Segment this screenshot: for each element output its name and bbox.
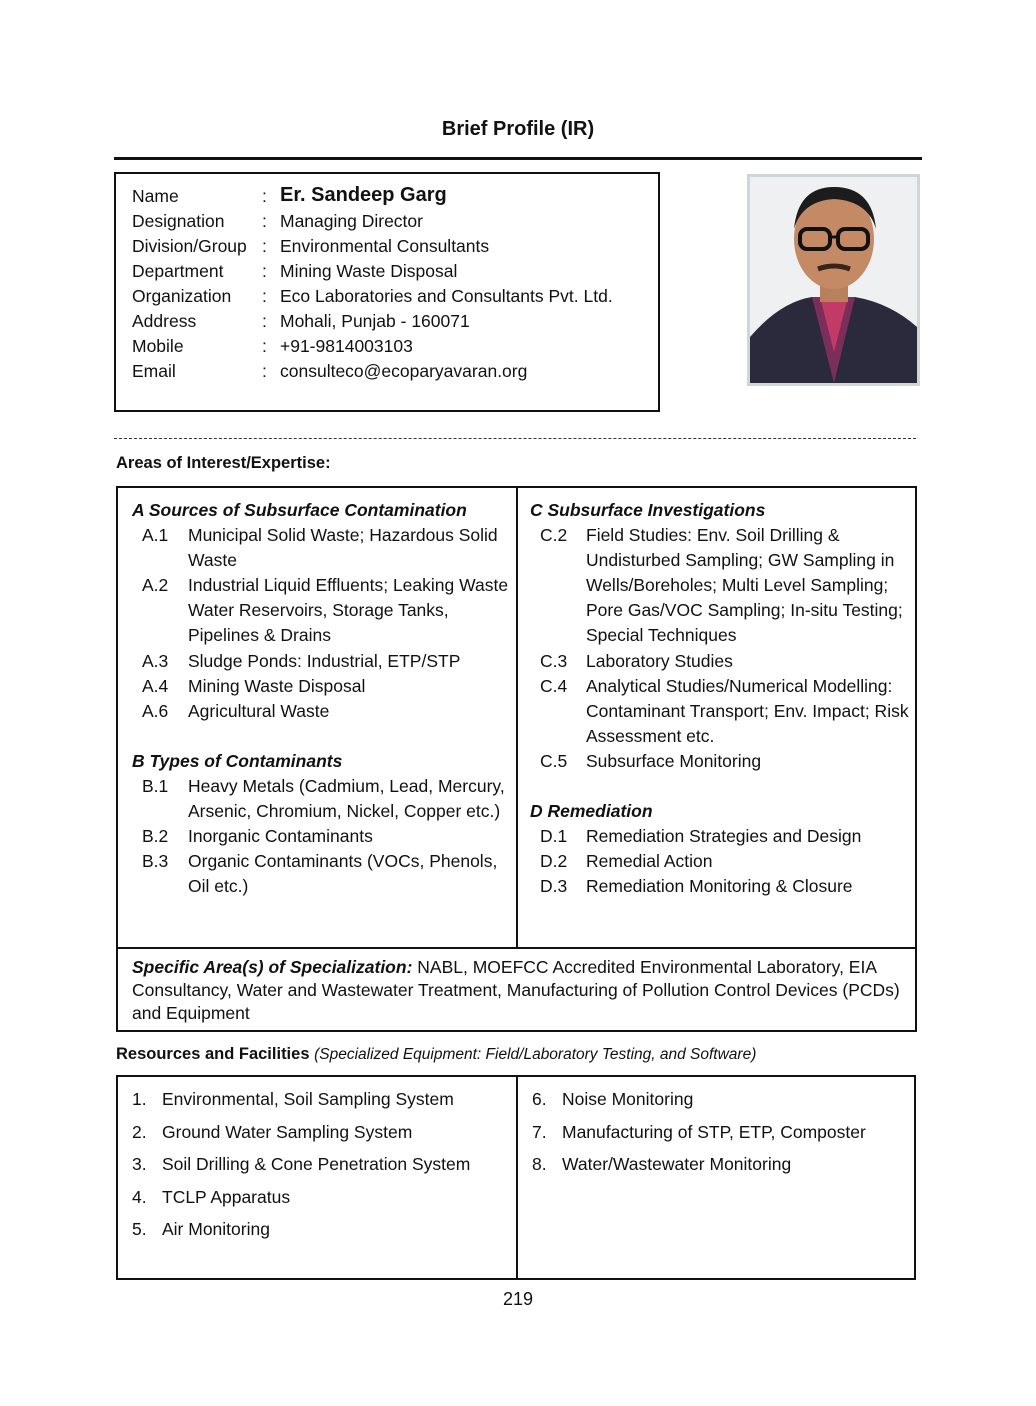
item-text: Municipal Solid Waste; Hazardous Solid Waste — [188, 525, 498, 571]
item-code: A.6 — [142, 700, 169, 721]
list-item — [142, 523, 512, 573]
specialization-label: Specific Area(s) of Specialization: — [132, 957, 413, 977]
item-number: 5. — [132, 1219, 147, 1240]
profile-value: Environmental Consultants — [280, 236, 490, 256]
item-text: Environmental, Soil Sampling System — [162, 1089, 454, 1109]
item-text: Mining Waste Disposal — [188, 675, 366, 696]
spacer — [530, 774, 910, 799]
item-text: Field Studies: Env. Soil Drilling & Undisturbed Sampling; GW Sampling in Wells/Boreholes; Multi Level Sampling; Pore Gas/VOC Sampling; In-situ Testing; Special Techniques — [586, 525, 903, 646]
item-number: 6. — [532, 1089, 547, 1109]
list-item — [540, 849, 910, 874]
profile-colon: : — [262, 186, 267, 206]
item-text: Air Monitoring — [162, 1219, 270, 1240]
column-divider — [516, 488, 518, 948]
dashed-separator — [114, 438, 916, 439]
item-number: 3. — [132, 1154, 147, 1175]
item-text: Sludge Ponds: Industrial, ETP/STP — [188, 650, 461, 671]
resources-subheading: (Specialized Equipment: Field/Laboratory Testing, and Software) — [314, 1046, 757, 1063]
profile-label: Designation — [132, 211, 225, 231]
profile-value: Mohali, Punjab - 160071 — [280, 311, 470, 331]
profile-label: Division/Group — [132, 236, 247, 256]
list-item — [132, 1089, 470, 1122]
list-item — [132, 1122, 470, 1155]
profile-label: Address — [132, 311, 197, 331]
list-item — [532, 1154, 866, 1187]
profile-colon: : — [262, 286, 267, 306]
profile-label: Email — [132, 361, 176, 381]
item-code: D.3 — [540, 876, 568, 897]
item-text: Remedial Action — [586, 851, 713, 872]
areas-table — [116, 486, 917, 1032]
profile-info-box — [114, 172, 660, 412]
item-number: 1. — [132, 1089, 147, 1109]
item-text: TCLP Apparatus — [162, 1186, 291, 1207]
item-text: Inorganic Contaminants — [188, 826, 373, 847]
specialization-text: NABL, MOEFCC Accredited Environmental Laboratory, EIA Consultancy, Water and Wastewater Treatment, Manufacturing of Pollution Control Devices (PCDs) and Equipment — [132, 957, 900, 1023]
item-text: Laboratory Studies — [586, 650, 733, 671]
list-item — [142, 699, 512, 724]
resources-left-column — [132, 1089, 470, 1252]
profile-label: Mobile — [132, 336, 184, 356]
item-number: 7. — [532, 1121, 547, 1142]
item-text: Water/Wastewater Monitoring — [562, 1154, 792, 1175]
profile-label: Organization — [132, 286, 232, 306]
profile-colon: : — [262, 336, 267, 356]
profile-label: Department — [132, 261, 224, 281]
list-item — [142, 774, 512, 824]
list-item — [142, 849, 512, 899]
profile-value: Eco Laboratories and Consultants Pvt. Ltd. — [280, 286, 613, 306]
profile-value: consulteco@ecoparyavaran.org — [280, 361, 528, 381]
list-item — [532, 1089, 866, 1122]
list-item — [540, 674, 910, 749]
item-text: Analytical Studies/Numerical Modelling: Contaminant Transport; Env. Impact; Risk Assessment etc. — [586, 675, 909, 746]
list-item — [540, 824, 910, 849]
list-item — [142, 573, 512, 648]
item-text: Soil Drilling & Cone Penetration System — [162, 1154, 471, 1175]
list-item — [132, 1187, 470, 1220]
item-code: A.2 — [142, 575, 169, 596]
areas-heading: Areas of Interest/Expertise: — [116, 454, 331, 472]
item-code: C.2 — [540, 525, 568, 546]
row-divider — [118, 947, 915, 949]
profile-value: Mining Waste Disposal — [280, 261, 458, 281]
title-rule — [114, 157, 922, 160]
group-a-title: A Sources of Subsurface Contamination — [132, 500, 467, 520]
item-number: 2. — [132, 1121, 147, 1142]
item-number: 8. — [532, 1154, 547, 1175]
page-title: Brief Profile (IR) — [441, 118, 595, 140]
item-text: Manufacturing of STP, ETP, Composter — [562, 1121, 866, 1142]
group-b-title: B Types of Contaminants — [132, 750, 343, 771]
item-text: Heavy Metals (Cadmium, Lead, Mercury, Arsenic, Chromium, Nickel, Copper etc.) — [188, 775, 505, 822]
item-code: A.4 — [142, 675, 169, 696]
item-code: A.1 — [142, 525, 169, 546]
list-item — [540, 749, 910, 774]
item-text: Remediation Monitoring & Closure — [586, 876, 853, 897]
item-text: Noise Monitoring — [562, 1089, 694, 1109]
list-item — [142, 649, 512, 674]
list-item — [540, 874, 910, 899]
item-text: Organic Contaminants (VOCs, Phenols, Oil etc.) — [188, 851, 498, 897]
item-code: C.3 — [540, 650, 568, 671]
item-code: C.4 — [540, 675, 568, 696]
profile-value: Managing Director — [280, 211, 423, 231]
item-text: Agricultural Waste — [188, 700, 330, 721]
portrait-illustration — [750, 177, 917, 383]
group-d-title: D Remediation — [530, 801, 653, 822]
resources-heading: Resources and Facilities — [116, 1045, 310, 1063]
profile-colon: : — [262, 261, 267, 281]
resources-heading-line — [116, 1045, 756, 1064]
item-code: D.2 — [540, 851, 568, 872]
spacer — [132, 724, 512, 749]
resources-table — [116, 1075, 916, 1280]
group-c-title: C Subsurface Investigations — [530, 500, 766, 520]
areas-right-column — [530, 498, 910, 899]
areas-left-column — [132, 498, 512, 899]
item-code: B.3 — [142, 851, 169, 872]
column-divider — [516, 1077, 518, 1278]
item-text: Industrial Liquid Effluents; Leaking Waste Water Reservoirs, Storage Tanks, Pipelines & Drains — [188, 575, 509, 646]
list-item — [132, 1154, 470, 1187]
list-item — [532, 1122, 866, 1155]
item-code: C.5 — [540, 750, 568, 771]
page-number: 219 — [502, 1289, 534, 1309]
profile-value: +91-9814003103 — [280, 336, 413, 356]
profile-colon: : — [262, 211, 267, 231]
profile-label: Name — [132, 186, 179, 206]
list-item — [132, 1219, 470, 1252]
item-text: Remediation Strategies and Design — [586, 826, 862, 847]
profile-colon: : — [262, 311, 267, 331]
item-number: 4. — [132, 1186, 147, 1207]
item-code: D.1 — [540, 826, 568, 847]
item-text: Ground Water Sampling System — [162, 1121, 413, 1142]
profile-colon: : — [262, 236, 267, 256]
item-code: B.1 — [142, 775, 169, 796]
profile-colon: : — [262, 361, 267, 381]
item-code: A.3 — [142, 650, 169, 671]
list-item — [142, 674, 512, 699]
list-item — [142, 824, 512, 849]
resources-right-column — [532, 1089, 866, 1187]
list-item — [540, 649, 910, 674]
item-text: Subsurface Monitoring — [586, 750, 762, 771]
list-item — [540, 523, 910, 648]
profile-name-value: Er. Sandeep Garg — [280, 184, 447, 206]
profile-photo — [747, 174, 920, 386]
item-code: B.2 — [142, 826, 169, 847]
specialization-row — [132, 956, 904, 1025]
